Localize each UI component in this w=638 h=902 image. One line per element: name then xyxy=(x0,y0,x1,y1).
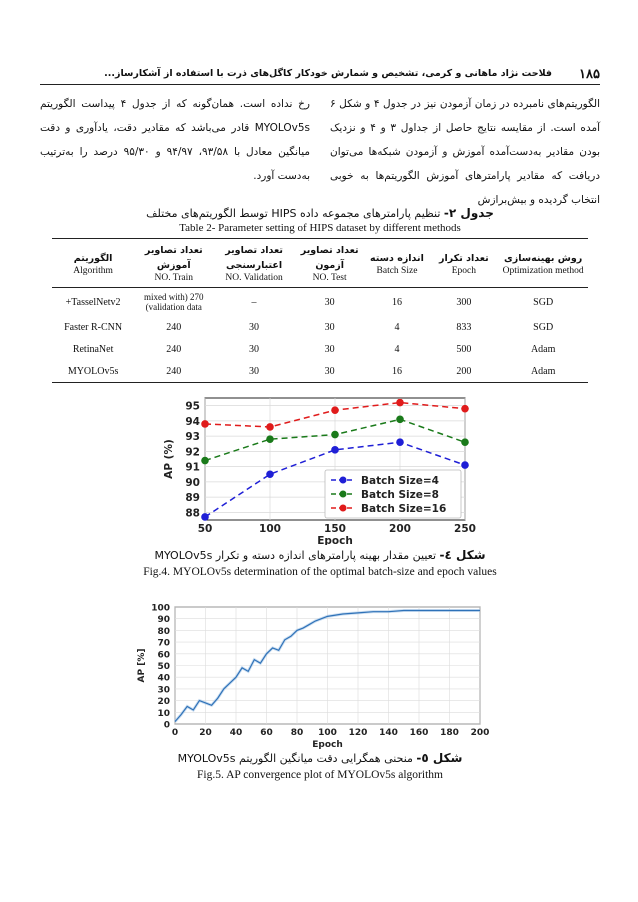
x-tick-label: 0 xyxy=(171,728,179,738)
table-cell: RetinaNet xyxy=(72,343,114,355)
data-point xyxy=(461,438,469,446)
fig5-caption-en: Fig.5. AP convergence plot of MYOLOv5s algorithm xyxy=(197,769,443,781)
header-rule xyxy=(40,84,600,85)
y-tick-label: 95 xyxy=(185,400,200,413)
x-tick-label: 150 xyxy=(324,523,346,535)
table-cell: 240 xyxy=(166,321,182,333)
x-tick-label: 100 xyxy=(318,728,337,738)
body-right-column xyxy=(330,92,600,212)
page-number: ۱۸۵ xyxy=(579,66,600,81)
x-tick-label: 160 xyxy=(409,728,429,738)
table-row xyxy=(52,360,588,383)
table-caption-text: تنظیم پارامترهای مجموعه داده HIPS توسط الگوریتم‌های مختلف xyxy=(146,207,444,220)
table-cell: SGD xyxy=(533,296,554,308)
running-title: فلاحت نژاد ماهانی و کرمی، تشخیص و شمارش خودکار کاگل‌های ذرت با استفاده از آشکارساز... xyxy=(104,68,552,79)
legend-marker xyxy=(340,491,347,498)
table-caption-label: جدول ۲- xyxy=(443,206,494,220)
y-axis-label: AP (%) xyxy=(163,439,175,479)
legend-marker xyxy=(340,505,347,512)
fig5-caption-label: شکل ٥- xyxy=(416,751,463,765)
x-axis-label: Epoch xyxy=(317,535,353,545)
y-tick-label: 90 xyxy=(185,476,200,489)
body-left-column xyxy=(40,92,310,188)
legend-label: Batch Size=16 xyxy=(361,503,447,515)
x-tick-label: 200 xyxy=(389,523,411,535)
y-tick-label: 89 xyxy=(185,492,200,505)
table-row xyxy=(52,316,588,338)
y-tick-label: 100 xyxy=(151,603,170,614)
fig5-caption-fa xyxy=(40,751,600,765)
table-cell: 30 xyxy=(249,321,260,333)
data-point xyxy=(331,446,339,454)
y-tick-label: 88 xyxy=(185,507,200,520)
table-cell: 30 xyxy=(324,296,335,308)
table-cell: 30 xyxy=(249,343,260,355)
data-point xyxy=(396,416,404,424)
x-tick-label: 100 xyxy=(259,523,281,535)
table-cell: – xyxy=(251,296,257,308)
y-tick-label: 20 xyxy=(157,697,170,708)
paragraph: الگوریتم‌های نامبرده در زمان آزمودن نیز در جدول ۴ و شکل ۶ آمده است. از مقایسه نتایج حاصل از جداول ۳ و ۴ و نزدیک بودن مقادیر به‌دست‌آمده آموزش و آزمودن شبکه‌ها می‌توان دریافت که مقادیر پارامترهای آموزش الگوریتم‌ها به خوبی انتخاب گردیده و بیش‌برازش xyxy=(330,98,600,206)
x-tick-label: 50 xyxy=(197,523,213,535)
header-optimization: روش بهینه‌سازی Optimization method xyxy=(498,239,588,288)
data-point xyxy=(201,513,209,521)
x-tick-label: 140 xyxy=(379,728,398,738)
running-header xyxy=(40,66,600,84)
data-point xyxy=(396,399,404,407)
data-point xyxy=(266,423,274,431)
table-cell: 240 xyxy=(134,360,213,383)
fig4-caption-en: Fig.4. MYOLOv5s determination of the optimal batch-size and epoch values xyxy=(143,566,497,578)
table-cell: Adam xyxy=(530,343,556,355)
y-tick-label: 50 xyxy=(157,662,170,672)
data-point xyxy=(461,405,469,413)
table-header-row xyxy=(52,239,588,288)
fig4-batch-size-chart xyxy=(150,390,480,545)
y-tick-label: 70 xyxy=(157,638,170,649)
y-tick-label: 60 xyxy=(157,650,170,661)
table-cell: 240 xyxy=(166,343,182,355)
data-point xyxy=(266,435,274,443)
table-cell: TasselNetv2+ xyxy=(65,296,121,308)
data-point xyxy=(331,406,339,414)
y-tick-label: 80 xyxy=(157,626,170,637)
y-tick-label: 10 xyxy=(157,708,170,719)
header-algorithm: الگوریتم Algorithm xyxy=(52,239,134,288)
y-tick-label: 93 xyxy=(185,431,200,444)
table-cell: 200 xyxy=(429,360,498,383)
fig4-caption-fa xyxy=(40,548,600,562)
table-cell: MYOLOv5s xyxy=(52,360,134,383)
paragraph: رخ نداده است. همان‌گونه که از جدول ۴ پیداست الگوریتم MYOLOv5s قادر می‌باشد که مقادیر دقت، یادآوری و دقت میانگین معادل با ۹۳/۵۸، ۹۴/۹۷ و ۹۵/۳۰ درصد را به‌ترتیب به‌دست آورد. xyxy=(40,98,311,182)
x-tick-label: 60 xyxy=(260,728,273,738)
y-tick-label: 94 xyxy=(185,415,200,428)
table-caption-fa xyxy=(40,206,600,220)
legend-marker xyxy=(340,477,347,484)
table-cell: 30 xyxy=(213,360,294,383)
fig4-caption-label: شکل ٤- xyxy=(439,548,486,562)
x-tick-label: 20 xyxy=(199,728,212,738)
y-axis-label: AP [%] xyxy=(137,648,147,683)
table-cell: SGD xyxy=(533,321,554,333)
table-cell: 16 xyxy=(391,296,402,308)
header-train: تعداد تصاویر آموزش NO. Train xyxy=(134,239,213,288)
table-cell xyxy=(134,288,213,317)
table-cell: 30 xyxy=(324,321,335,333)
y-tick-label: 0 xyxy=(163,720,170,731)
x-tick-label: 200 xyxy=(470,728,490,738)
table-cell: Adam xyxy=(498,360,588,383)
grid xyxy=(175,607,480,724)
y-tick-label: 40 xyxy=(157,673,170,684)
table-cell: 30 xyxy=(295,360,365,383)
table-cell: 833 xyxy=(456,321,472,333)
y-tick-label: 91 xyxy=(185,461,200,474)
data-point xyxy=(396,438,404,446)
table-cell: 4 xyxy=(394,343,400,355)
table-cell-text: 270 (mixed with validation data) xyxy=(144,292,204,312)
x-axis-label: Epoch xyxy=(312,740,343,750)
header-epoch: تعداد تکرار Epoch xyxy=(429,239,498,288)
table-cell: 16 xyxy=(365,360,430,383)
data-point xyxy=(461,461,469,469)
data-point xyxy=(201,420,209,428)
x-tick-label: 180 xyxy=(440,728,459,738)
table-row xyxy=(52,338,588,360)
table-cell: 500 xyxy=(456,343,472,355)
data-point xyxy=(266,470,274,478)
x-tick-label: 250 xyxy=(454,523,476,535)
x-tick-label: 120 xyxy=(348,728,368,738)
parameter-table xyxy=(52,238,588,383)
header-test: تعداد تصاویر آزمون NO. Test xyxy=(295,239,365,288)
data-point xyxy=(331,431,339,439)
table-cell: 300 xyxy=(456,296,472,308)
header-validation: تعداد تصاویر اعتبارسنجی NO. Validation xyxy=(213,239,294,288)
header-batch-size: اندازه دسته Batch Size xyxy=(365,239,430,288)
table-cell: Faster R-CNN xyxy=(64,321,123,333)
x-tick-label: 80 xyxy=(290,728,304,738)
y-tick-label: 30 xyxy=(157,685,170,696)
legend xyxy=(325,470,461,518)
y-tick-label: 90 xyxy=(157,615,170,626)
data-point xyxy=(201,457,209,465)
table-cell: 30 xyxy=(324,343,335,355)
fig5-convergence-chart xyxy=(130,602,490,750)
fig4-caption-text: تعیین مقدار بهینه پارامترهای اندازه دسته و تکرار MYOLOv5s xyxy=(154,549,440,562)
legend-label: Batch Size=8 xyxy=(361,489,439,501)
fig5-caption-text: منحنی همگرایی دقت میانگین الگوریتم MYOLOv5s xyxy=(177,752,417,765)
table-cell: 4 xyxy=(394,321,400,333)
table-row xyxy=(52,288,588,317)
legend-label: Batch Size=4 xyxy=(361,475,439,487)
table-caption-en: Table 2- Parameter setting of HIPS dataset by different methods xyxy=(179,222,461,234)
x-tick-label: 40 xyxy=(229,728,243,738)
y-tick-label: 92 xyxy=(185,446,200,459)
